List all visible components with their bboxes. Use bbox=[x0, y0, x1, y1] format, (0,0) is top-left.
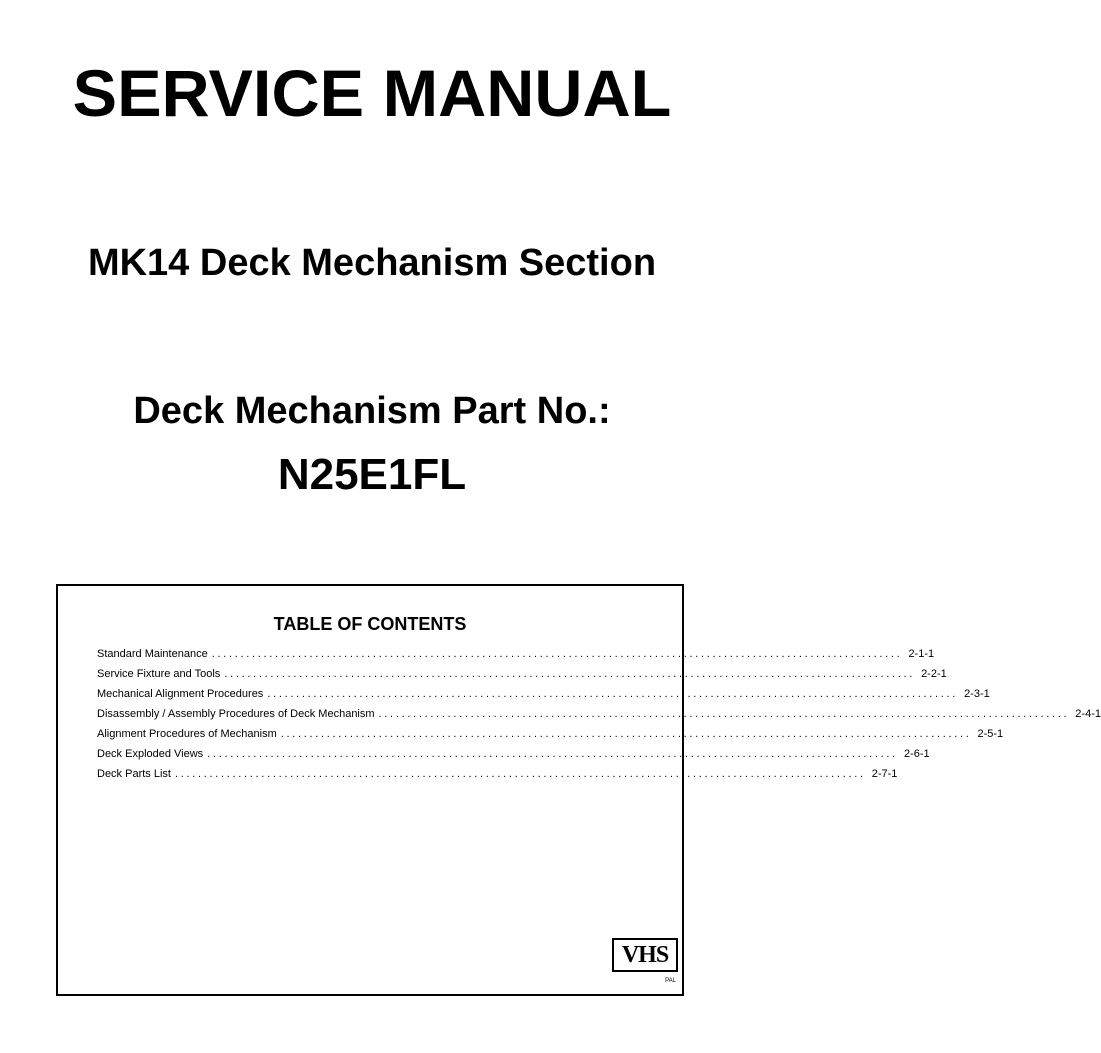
toc-entry bbox=[97, 668, 947, 688]
vhs-logo: VHS bbox=[612, 938, 678, 972]
toc-entry-label: Disassembly / Assembly Procedures of Deck Mechanism bbox=[97, 708, 379, 720]
toc-entry-page: 2-3-1 bbox=[964, 688, 990, 700]
toc-entry-page: 2-4-1 bbox=[1075, 708, 1101, 720]
section-heading: MK14 Deck Mechanism Section bbox=[87, 242, 657, 284]
toc-heading: TABLE OF CONTENTS bbox=[273, 614, 467, 634]
leader-dots: ........................................................................................................................ bbox=[224, 668, 916, 680]
toc-entry-page: 2-5-1 bbox=[977, 728, 1004, 740]
toc-entry-page: 2-1-1 bbox=[908, 648, 935, 660]
toc-entry bbox=[97, 748, 930, 768]
toc-entry-page: 2-2-1 bbox=[921, 668, 947, 680]
toc-entry bbox=[97, 768, 898, 788]
toc-entry bbox=[97, 708, 1101, 728]
toc-entry-label: Alignment Procedures of Mechanism bbox=[97, 728, 281, 740]
toc-entry bbox=[97, 728, 1004, 748]
leader-dots: ........................................................................................................................ bbox=[174, 768, 866, 780]
toc-entry-page: 2-6-1 bbox=[903, 748, 930, 760]
toc-entry bbox=[97, 648, 935, 668]
vhs-pal-label: PAL bbox=[665, 978, 676, 984]
toc-list bbox=[97, 648, 1101, 788]
toc-entry-label: Deck Parts List bbox=[97, 768, 175, 780]
leader-dots: ........................................................................................................................ bbox=[267, 688, 959, 700]
toc-entry-label: Mechanical Alignment Procedures bbox=[97, 688, 267, 700]
toc-entry-label: Deck Exploded Views bbox=[97, 748, 207, 760]
leader-dots: ........................................................................................................................ bbox=[207, 748, 898, 760]
leader-dots: ........................................................................................................................ bbox=[211, 648, 903, 660]
toc-entry-label: Standard Maintenance bbox=[97, 648, 212, 660]
toc-entry-label: Service Fixture and Tools bbox=[97, 668, 224, 680]
part-number: N25E1FL bbox=[277, 450, 467, 499]
table-of-contents bbox=[56, 584, 1101, 996]
part-number-label: Deck Mechanism Part No.: bbox=[133, 390, 611, 432]
toc-entry-page: 2-7-1 bbox=[871, 768, 898, 780]
leader-dots: ........................................................................................................................ bbox=[378, 708, 1070, 720]
leader-dots: ........................................................................................................................ bbox=[280, 728, 972, 740]
toc-entry bbox=[97, 688, 990, 708]
page-title: SERVICE MANUAL bbox=[72, 56, 672, 130]
